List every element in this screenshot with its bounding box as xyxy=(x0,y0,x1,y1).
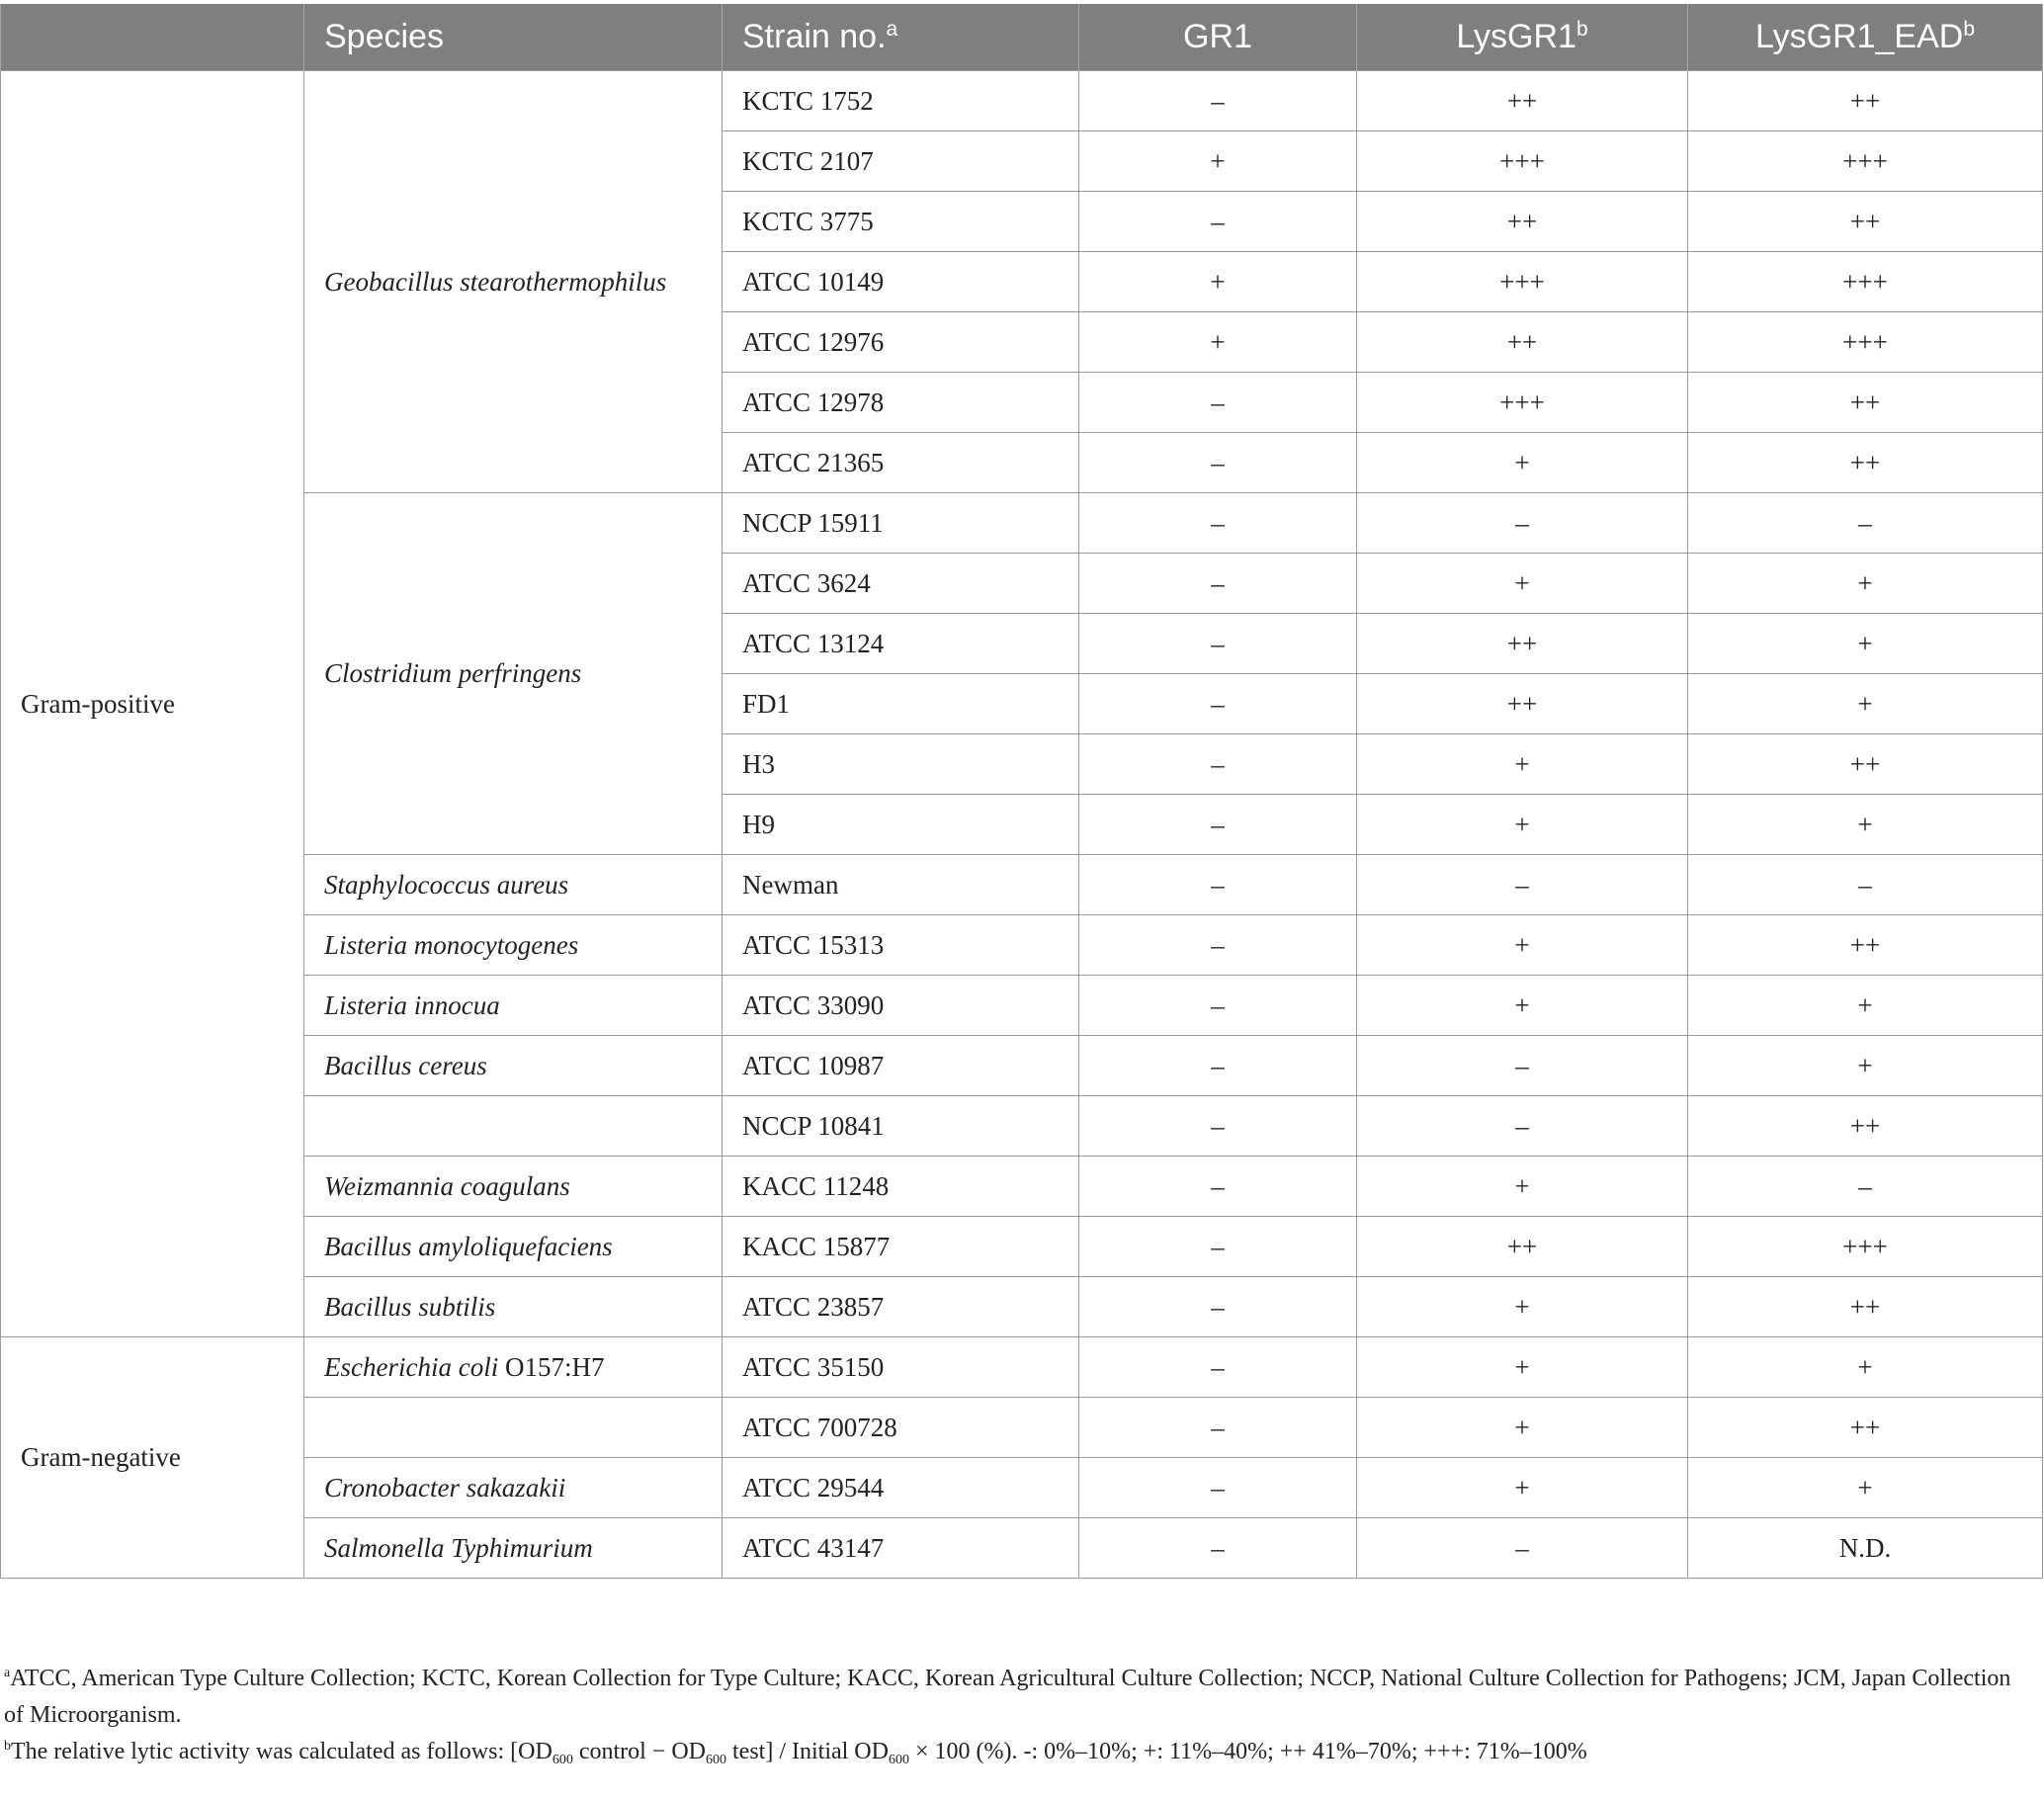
gr1-cell: – xyxy=(1079,734,1357,795)
lysgr1-ead-cell: +++ xyxy=(1688,252,2043,312)
lysgr1-cell: +++ xyxy=(1357,252,1688,312)
header-lysgr1-label: LysGR1 xyxy=(1456,18,1576,55)
lysgr1-cell: + xyxy=(1357,554,1688,614)
gr1-cell: – xyxy=(1079,373,1357,433)
lysgr1-ead-cell: ++ xyxy=(1688,433,2043,493)
lysgr1-cell: ++ xyxy=(1357,192,1688,252)
header-species xyxy=(304,4,723,71)
species-cell xyxy=(304,1398,723,1458)
species-cell xyxy=(304,1036,723,1096)
gr1-cell: + xyxy=(1079,312,1357,373)
gr1-cell: + xyxy=(1079,131,1357,192)
strain-cell: Newman xyxy=(723,855,1079,915)
strain-cell: ATCC 33090 xyxy=(723,976,1079,1036)
species-name: Geobacillus stearothermophilus xyxy=(324,266,667,297)
header-lysgr1 xyxy=(1357,4,1688,71)
gr1-cell: – xyxy=(1079,674,1357,734)
gr1-cell: – xyxy=(1079,1036,1357,1096)
species-name: Weizmannia coagulans xyxy=(324,1170,570,1201)
species-cell xyxy=(304,855,723,915)
strain-cell: ATCC 700728 xyxy=(723,1398,1079,1458)
table-row xyxy=(1,1398,2043,1458)
footnotes xyxy=(4,1661,2030,1770)
header-gr1-label: GR1 xyxy=(1183,18,1252,55)
species-cell xyxy=(304,1337,723,1398)
lysgr1-cell: + xyxy=(1357,734,1688,795)
lysgr1-cell: + xyxy=(1357,1398,1688,1458)
strain-cell: ATCC 21365 xyxy=(723,433,1079,493)
header-lysgr1-ead-label: LysGR1_EAD xyxy=(1754,18,1964,55)
species-name: Listeria monocytogenes xyxy=(324,929,579,960)
lysgr1-cell: + xyxy=(1357,795,1688,855)
header-strain-sup: a xyxy=(886,18,898,41)
lysgr1-cell: – xyxy=(1357,1096,1688,1157)
footnote-b-mark: b xyxy=(4,1739,11,1754)
species-name: Bacillus amyloliquefaciens xyxy=(324,1231,613,1261)
header-gr1 xyxy=(1079,4,1357,71)
lysgr1-ead-cell: ++ xyxy=(1688,71,2043,131)
gr1-cell: – xyxy=(1079,1277,1357,1337)
lysgr1-ead-cell: + xyxy=(1688,976,2043,1036)
footnote-b-sub: 600 xyxy=(552,1753,573,1767)
table-row xyxy=(1,1518,2043,1579)
gr1-cell: + xyxy=(1079,252,1357,312)
lysgr1-cell: + xyxy=(1357,915,1688,976)
gr1-cell: – xyxy=(1079,855,1357,915)
lysgr1-cell: + xyxy=(1357,976,1688,1036)
table-row xyxy=(1,915,2043,976)
lysgr1-ead-cell: + xyxy=(1688,795,2043,855)
species-cell xyxy=(304,915,723,976)
species-name: Bacillus subtilis xyxy=(324,1291,496,1322)
footnote-b-sub: 600 xyxy=(706,1753,726,1767)
lysgr1-ead-cell: +++ xyxy=(1688,1217,2043,1277)
lysgr1-ead-cell: – xyxy=(1688,493,2043,554)
lysgr1-cell: ++ xyxy=(1357,1217,1688,1277)
strain-cell: ATCC 43147 xyxy=(723,1518,1079,1579)
footnote-b-sub: 600 xyxy=(888,1753,909,1767)
lysgr1-ead-cell: ++ xyxy=(1688,192,2043,252)
lysgr1-ead-cell: +++ xyxy=(1688,312,2043,373)
lysgr1-ead-cell: + xyxy=(1688,614,2043,674)
strain-cell: NCCP 15911 xyxy=(723,493,1079,554)
table-row xyxy=(1,71,2043,131)
species-cell xyxy=(304,1277,723,1337)
species-cell xyxy=(304,1217,723,1277)
strain-cell: ATCC 12976 xyxy=(723,312,1079,373)
lysgr1-ead-cell: ++ xyxy=(1688,1277,2043,1337)
footnote-a xyxy=(4,1661,2030,1734)
lysgr1-ead-cell: +++ xyxy=(1688,131,2043,192)
species-name: Listeria innocua xyxy=(324,989,500,1020)
lysgr1-cell: ++ xyxy=(1357,312,1688,373)
strain-cell: H9 xyxy=(723,795,1079,855)
table-row xyxy=(1,1096,2043,1157)
table-row xyxy=(1,493,2043,554)
strain-cell: ATCC 15313 xyxy=(723,915,1079,976)
lysgr1-ead-cell: + xyxy=(1688,1337,2043,1398)
species-cell xyxy=(304,976,723,1036)
lysgr1-cell: +++ xyxy=(1357,373,1688,433)
footnote-b-text: The relative lytic activity was calculated as follows: [OD xyxy=(11,1739,553,1764)
species-cell xyxy=(304,493,723,855)
strain-cell: H3 xyxy=(723,734,1079,795)
gr1-cell: – xyxy=(1079,192,1357,252)
lysgr1-ead-cell: ++ xyxy=(1688,1398,2043,1458)
gr1-cell: – xyxy=(1079,71,1357,131)
footnote-b xyxy=(4,1734,2030,1770)
strain-cell: FD1 xyxy=(723,674,1079,734)
species-cell xyxy=(304,1096,723,1157)
footnote-a-mark: a xyxy=(4,1666,11,1680)
species-name: Escherichia coli xyxy=(324,1351,499,1382)
table-row xyxy=(1,1157,2043,1217)
strain-cell: KCTC 2107 xyxy=(723,131,1079,192)
lysgr1-ead-cell: + xyxy=(1688,554,2043,614)
gr1-cell: – xyxy=(1079,1337,1357,1398)
lysgr1-cell: – xyxy=(1357,1036,1688,1096)
lysgr1-cell: – xyxy=(1357,493,1688,554)
species-name: Bacillus cereus xyxy=(324,1050,487,1080)
table-row xyxy=(1,1277,2043,1337)
table-row xyxy=(1,855,2043,915)
gr1-cell: – xyxy=(1079,915,1357,976)
gr1-cell: – xyxy=(1079,554,1357,614)
species-serotype: O157:H7 xyxy=(498,1351,605,1382)
header-lysgr1-sup: b xyxy=(1576,18,1588,41)
species-cell xyxy=(304,1157,723,1217)
strain-cell: ATCC 10987 xyxy=(723,1036,1079,1096)
lysgr1-cell: ++ xyxy=(1357,674,1688,734)
lysgr1-ead-cell: ++ xyxy=(1688,373,2043,433)
strain-cell: ATCC 3624 xyxy=(723,554,1079,614)
footnote-b-text: control − OD xyxy=(572,1739,706,1764)
strain-cell: KCTC 3775 xyxy=(723,192,1079,252)
species-cell xyxy=(304,71,723,493)
species-name: Salmonella Typhimurium xyxy=(324,1532,593,1563)
lysgr1-ead-cell: – xyxy=(1688,1157,2043,1217)
lysgr1-ead-cell: + xyxy=(1688,1458,2043,1518)
strain-cell: KCTC 1752 xyxy=(723,71,1079,131)
lysgr1-cell: + xyxy=(1357,1277,1688,1337)
gr1-cell: – xyxy=(1079,1157,1357,1217)
strain-cell: ATCC 10149 xyxy=(723,252,1079,312)
lytic-activity-table xyxy=(0,4,2043,1579)
gr1-cell: – xyxy=(1079,614,1357,674)
gr1-cell: – xyxy=(1079,493,1357,554)
species-name: Clostridium perfringens xyxy=(324,658,582,688)
lysgr1-ead-cell: ++ xyxy=(1688,1096,2043,1157)
gr1-cell: – xyxy=(1079,976,1357,1036)
lysgr1-cell: + xyxy=(1357,1337,1688,1398)
species-name: Cronobacter sakazakii xyxy=(324,1472,566,1502)
gr1-cell: – xyxy=(1079,1458,1357,1518)
lysgr1-ead-cell: – xyxy=(1688,855,2043,915)
lysgr1-cell: ++ xyxy=(1357,71,1688,131)
strain-cell: NCCP 10841 xyxy=(723,1096,1079,1157)
lysgr1-ead-cell: + xyxy=(1688,674,2043,734)
species-cell xyxy=(304,1458,723,1518)
strain-cell: ATCC 29544 xyxy=(723,1458,1079,1518)
strain-cell: ATCC 12978 xyxy=(723,373,1079,433)
lysgr1-ead-cell: + xyxy=(1688,1036,2043,1096)
group-cell: Gram-positive xyxy=(1,71,304,1337)
header-strain-label: Strain no. xyxy=(742,18,887,55)
lysgr1-cell: + xyxy=(1357,1458,1688,1518)
header-group xyxy=(1,4,304,71)
strain-cell: KACC 11248 xyxy=(723,1157,1079,1217)
strain-cell: ATCC 23857 xyxy=(723,1277,1079,1337)
lysgr1-cell: + xyxy=(1357,1157,1688,1217)
footnote-b-text: test] / Initial OD xyxy=(726,1739,889,1764)
strain-cell: KACC 15877 xyxy=(723,1217,1079,1277)
gr1-cell: – xyxy=(1079,1398,1357,1458)
strain-cell: ATCC 35150 xyxy=(723,1337,1079,1398)
lysgr1-ead-cell: ++ xyxy=(1688,734,2043,795)
table-header xyxy=(1,4,2043,71)
table-row xyxy=(1,1458,2043,1518)
species-cell xyxy=(304,1518,723,1579)
header-lysgr1-ead xyxy=(1688,4,2043,71)
lysgr1-cell: – xyxy=(1357,855,1688,915)
header-strain xyxy=(723,4,1079,71)
table-row xyxy=(1,1036,2043,1096)
header-lysgr1-ead-sup: b xyxy=(1963,18,1976,41)
table-row xyxy=(1,1337,2043,1398)
table-row xyxy=(1,976,2043,1036)
gr1-cell: – xyxy=(1079,433,1357,493)
gr1-cell: – xyxy=(1079,1217,1357,1277)
header-species-label: Species xyxy=(324,18,444,55)
gr1-cell: – xyxy=(1079,1518,1357,1579)
table-row xyxy=(1,1217,2043,1277)
lysgr1-cell: + xyxy=(1357,433,1688,493)
species-name: Staphylococcus aureus xyxy=(324,869,569,900)
lysgr1-cell: +++ xyxy=(1357,131,1688,192)
footnote-b-text: × 100 (%). -: 0%–10%; +: 11%–40%; ++ 41%–70%; +++: 71%–100% xyxy=(908,1739,1587,1764)
gr1-cell: – xyxy=(1079,795,1357,855)
footnote-a-text: ATCC, American Type Culture Collection; KCTC, Korean Collection for Type Culture; KACC, Korean Agricultural Culture Collection; NCCP, National Culture Collection for Pathogens; JCM, Japan Collection of Microorganism. xyxy=(4,1666,2011,1728)
lysgr1-cell: ++ xyxy=(1357,614,1688,674)
group-cell: Gram-negative xyxy=(1,1337,304,1579)
lysgr1-ead-cell: N.D. xyxy=(1688,1518,2043,1579)
table-body xyxy=(1,71,2043,1579)
strain-cell: ATCC 13124 xyxy=(723,614,1079,674)
lysgr1-cell: – xyxy=(1357,1518,1688,1579)
lysgr1-ead-cell: ++ xyxy=(1688,915,2043,976)
gr1-cell: – xyxy=(1079,1096,1357,1157)
